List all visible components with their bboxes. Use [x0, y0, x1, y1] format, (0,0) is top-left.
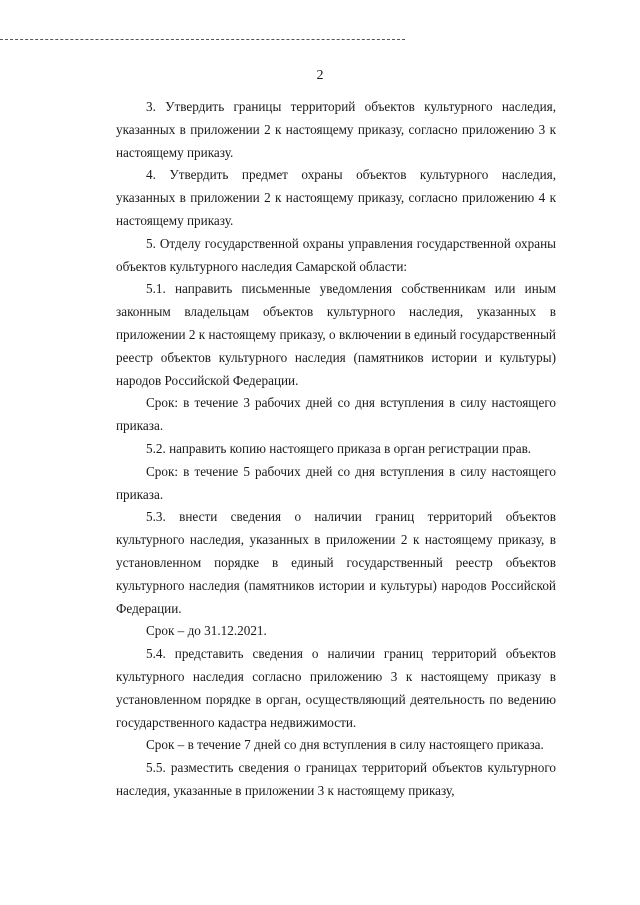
deadline-5-3: Срок – до 31.12.2021. — [146, 623, 267, 639]
paragraph-5-2: 5.2. направить копию настоящего приказа в орган регистрации прав. — [146, 440, 532, 456]
document-body — [116, 96, 556, 803]
paragraph-5: 5. Отделу государственной охраны управления государственной охраны объектов культурного наследия Самарской области: — [116, 235, 556, 274]
paragraph-4: 4. Утвердить предмет охраны объектов культурного наследия, указанных в приложении 2 к настоящему приказу, согласно приложению 4 к настоящему приказу. — [116, 167, 556, 228]
deadline-5-1: Срок: в течение 3 рабочих дней со дня вступления в силу настоящего приказа. — [116, 395, 556, 434]
paragraph-3: 3. Утвердить границы территорий объектов культурного наследия, указанных в приложении 2 к настоящему приказу, согласно приложению 3 к настоящему приказу. — [116, 99, 556, 160]
deadline-5-2: Срок: в течение 5 рабочих дней со дня вступления в силу настоящего приказа. — [116, 463, 556, 502]
paragraph-5-4: 5.4. представить сведения о наличии границ территорий объектов культурного наследия согласно приложению 3 к настоящему приказу в установленном порядке в орган, осуществляющий деятельность по ведению государственного кадастра недвижимости. — [116, 646, 556, 730]
top-scan-rule — [0, 39, 405, 40]
paragraph-5-5: 5.5. разместить сведения о границах территорий объектов культурного наследия, указанные в приложении 3 к настоящему приказу, — [116, 760, 556, 798]
deadline-5-4: Срок – в течение 7 дней со дня вступления в силу настоящего приказа. — [146, 737, 544, 753]
paragraph-5-1: 5.1. направить письменные уведомления собственникам или иным законным владельцам объектов культурного наследия, указанных в приложении 2 к настоящему приказу, о включении в единый государственный реестр объектов культурного наследия (памятников истории и культуры) народов Российской Федерации. — [116, 281, 556, 388]
page-number: 2 — [316, 68, 324, 83]
paragraph-5-3: 5.3. внести сведения о наличии границ территорий объектов культурного наследия, указанных в приложении 2 к настоящему приказу, в установленном порядке в единый государственный реестр объектов культурного наследия (памятников истории и культуры) народов Российской Федерации. — [116, 509, 556, 616]
